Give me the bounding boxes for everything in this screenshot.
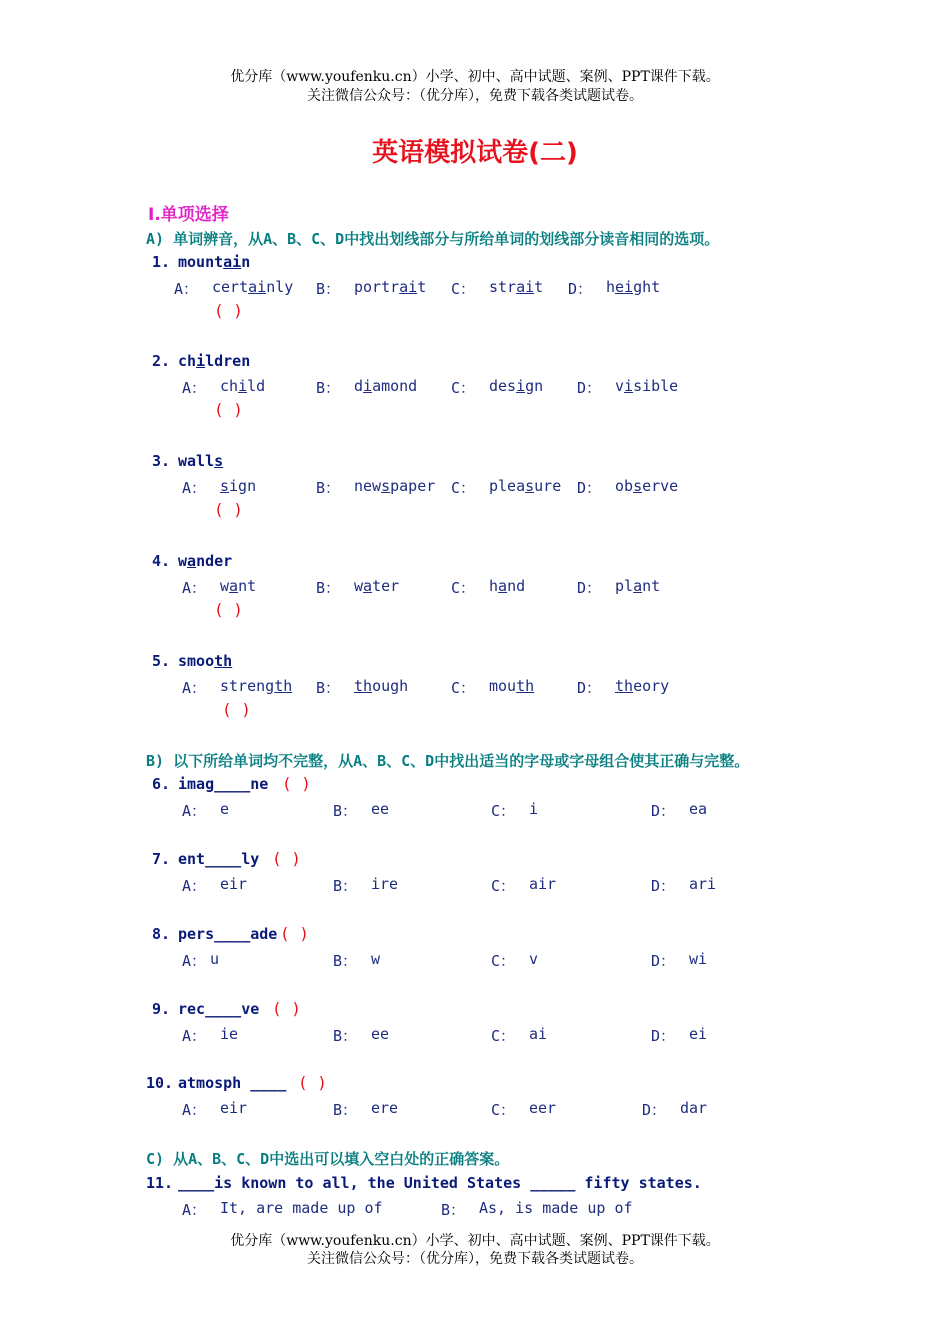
option-label: B： — [441, 1201, 466, 1219]
underlined-letters: th — [354, 677, 373, 695]
word-part: str — [489, 278, 517, 296]
underlined-letters: s — [525, 477, 535, 495]
underlined-letters: a — [633, 577, 643, 595]
underlined-letters: s — [214, 452, 224, 470]
option-label: D： — [577, 579, 602, 597]
option-text: e — [220, 800, 230, 818]
word-part: gn — [525, 377, 544, 395]
option-text: ee — [371, 800, 390, 818]
word-part: plea — [489, 477, 526, 495]
option-text: w — [371, 950, 381, 968]
option-text — [615, 377, 678, 395]
option-label: A： — [182, 1101, 207, 1119]
option-text — [615, 677, 669, 695]
option-text — [220, 677, 292, 695]
question-word — [178, 253, 250, 271]
option-label: B： — [316, 280, 341, 298]
option-text: ire — [371, 875, 399, 893]
answer-parentheses: ( ) — [214, 500, 243, 519]
answer-parentheses: ( ) — [298, 1073, 327, 1092]
word-part: pl — [615, 577, 634, 595]
underlined-letters: a — [187, 552, 197, 570]
option-label: D： — [577, 379, 602, 397]
word-part: paper — [390, 477, 436, 495]
option-text: ee — [371, 1025, 390, 1043]
option-label: D： — [577, 679, 602, 697]
option-text — [212, 278, 293, 296]
underlined-letters: a — [498, 577, 508, 595]
option-text: u — [210, 950, 220, 968]
option-label: B： — [316, 679, 341, 697]
question-word: imag____ne — [178, 775, 269, 793]
word-part: nder — [196, 552, 233, 570]
question-word — [178, 652, 232, 670]
option-text: eir — [220, 875, 248, 893]
option-text: ai — [529, 1025, 548, 1043]
question-word: rec____ve — [178, 1000, 260, 1018]
question-number: 7. — [152, 850, 171, 868]
option-text — [220, 377, 265, 395]
word-part: ch — [220, 377, 239, 395]
word-part: w — [220, 577, 230, 595]
question-number: 8. — [152, 925, 171, 943]
question-word — [178, 452, 223, 470]
word-part: streng — [220, 677, 275, 695]
underlined-letters: i — [196, 352, 206, 370]
option-label: C： — [491, 802, 516, 820]
option-text: As, is made up of — [479, 1199, 633, 1217]
word-part: w — [178, 552, 188, 570]
option-text — [354, 477, 435, 495]
option-label: B： — [316, 379, 341, 397]
question-number: 4. — [152, 552, 171, 570]
header-line-1: 优分库（www.youfenku.cn）小学、初中、高中试题、案例、PPT课件下载。 — [230, 69, 720, 85]
word-part: mount — [178, 253, 224, 271]
option-text: ie — [220, 1025, 239, 1043]
option-label: B： — [333, 877, 358, 895]
underlined-letters: a — [363, 577, 373, 595]
underlined-letters: th — [615, 677, 634, 695]
option-text — [489, 377, 543, 395]
option-label: D： — [651, 877, 676, 895]
word-part: erve — [642, 477, 679, 495]
question-word: ent____ly — [178, 850, 260, 868]
word-part: smoo — [178, 652, 215, 670]
option-label: B： — [333, 952, 358, 970]
question-number: 1. — [152, 253, 171, 271]
option-label: A： — [182, 877, 207, 895]
word-part: des — [489, 377, 517, 395]
option-label: A： — [182, 479, 207, 497]
option-label: B： — [333, 1101, 358, 1119]
option-text — [354, 577, 399, 595]
option-label: D： — [651, 802, 676, 820]
word-part: ure — [534, 477, 562, 495]
underlined-letters: s — [381, 477, 391, 495]
option-text: dar — [680, 1099, 708, 1117]
answer-parentheses: ( ) — [272, 849, 301, 868]
option-label: B： — [316, 579, 341, 597]
underlined-letters: s — [633, 477, 643, 495]
answer-parentheses: ( ) — [214, 301, 243, 320]
option-label: C： — [451, 479, 476, 497]
word-part: d — [354, 377, 364, 395]
option-label: D： — [568, 280, 593, 298]
word-part: wall — [178, 452, 215, 470]
word-part: ough — [372, 677, 409, 695]
underlined-letters: ai — [223, 253, 242, 271]
option-label: A： — [182, 579, 207, 597]
question-number: 6. — [152, 775, 171, 793]
option-label: A： — [182, 802, 207, 820]
underlined-letters: ai — [248, 278, 267, 296]
word-part: ign — [229, 477, 257, 495]
question-number: 9. — [152, 1000, 171, 1018]
option-text — [606, 278, 660, 296]
option-label: A： — [182, 952, 207, 970]
option-label: D： — [651, 952, 676, 970]
footer-line-2: 关注微信公众号：（优分库），免费下载各类试题试卷。 — [307, 1251, 643, 1267]
underlined-letters: th — [274, 677, 293, 695]
option-text: ei — [689, 1025, 708, 1043]
answer-parentheses: ( ) — [214, 400, 243, 419]
option-label: D： — [642, 1101, 667, 1119]
word-part: ter — [372, 577, 400, 595]
option-label: B： — [316, 479, 341, 497]
part-c-instruction: C) 从A、B、C、D中选出可以填入空白处的正确答案。 — [146, 1150, 510, 1168]
word-part: ob — [615, 477, 634, 495]
option-text: ari — [689, 875, 717, 893]
word-part: t — [417, 278, 427, 296]
word-part: ght — [633, 278, 661, 296]
word-part: v — [615, 377, 625, 395]
word-part: sible — [633, 377, 679, 395]
option-text: eir — [220, 1099, 248, 1117]
header-line-2: 关注微信公众号：（优分库），免费下载各类试题试卷。 — [307, 88, 643, 104]
option-text — [489, 577, 525, 595]
option-label: B： — [333, 1027, 358, 1045]
option-text — [354, 278, 426, 296]
word-part: nt — [238, 577, 257, 595]
option-label: A： — [182, 679, 207, 697]
section-heading: Ⅰ.单项选择 — [148, 205, 229, 225]
option-label: A： — [182, 1027, 207, 1045]
option-label: D： — [651, 1027, 676, 1045]
underlined-letters: th — [214, 652, 233, 670]
answer-parentheses: ( ) — [282, 774, 311, 793]
answer-parentheses: ( ) — [272, 999, 301, 1018]
word-part: h — [606, 278, 616, 296]
option-label: B： — [333, 802, 358, 820]
answer-parentheses: ( ) — [280, 924, 309, 943]
option-label: C： — [491, 1101, 516, 1119]
question-word — [178, 552, 232, 570]
footer-line-1: 优分库（www.youfenku.cn）小学、初中、高中试题、案例、PPT课件下载。 — [230, 1233, 720, 1249]
option-label: C： — [491, 877, 516, 895]
option-text — [615, 577, 660, 595]
underlined-letters: ai — [516, 278, 535, 296]
option-text — [489, 278, 543, 296]
part-a-instruction: A) 单词辨音，从A、B、C、D中找出划线部分与所给单词的划线部分读音相同的选项。 — [146, 230, 720, 248]
answer-parentheses: ( ) — [222, 700, 251, 719]
option-label: C： — [451, 679, 476, 697]
question-number: 10. — [146, 1074, 174, 1092]
page-title: 英语模拟试卷(二) — [372, 138, 578, 168]
part-b-instruction: B) 以下所给单词均不完整，从A、B、C、D中找出适当的字母或字母组合使其正确与完整。 — [146, 752, 750, 770]
question-number: 11. — [146, 1174, 174, 1192]
word-part: ch — [178, 352, 197, 370]
option-text — [489, 477, 561, 495]
answer-parentheses: ( ) — [214, 600, 243, 619]
word-part: nd — [507, 577, 526, 595]
option-text — [489, 677, 534, 695]
question-number: 3. — [152, 452, 171, 470]
option-label: C： — [491, 1027, 516, 1045]
option-label: A： — [182, 1201, 207, 1219]
question-number: 2. — [152, 352, 171, 370]
option-label: A： — [174, 280, 199, 298]
option-text: ea — [689, 800, 708, 818]
word-part: nly — [266, 278, 294, 296]
underlined-letters: ai — [399, 278, 418, 296]
underlined-letters: i — [238, 377, 248, 395]
word-part: w — [354, 577, 364, 595]
word-part: eory — [633, 677, 670, 695]
option-label: C： — [451, 280, 476, 298]
option-text — [220, 577, 256, 595]
word-part: cert — [212, 278, 249, 296]
option-text — [354, 677, 408, 695]
option-text — [615, 477, 678, 495]
underlined-letters: ei — [615, 278, 634, 296]
word-part: nt — [642, 577, 661, 595]
question-word: atmosph ____ — [178, 1074, 287, 1092]
option-label: D： — [577, 479, 602, 497]
underlined-letters: i — [624, 377, 634, 395]
question-number: 5. — [152, 652, 171, 670]
underlined-letters: i — [363, 377, 373, 395]
underlined-letters: s — [220, 477, 230, 495]
word-part: new — [354, 477, 382, 495]
underlined-letters: a — [229, 577, 239, 595]
word-part: n — [241, 253, 251, 271]
word-part: h — [489, 577, 499, 595]
option-text: i — [529, 800, 539, 818]
option-text: It, are made up of — [220, 1199, 383, 1217]
option-text: ere — [371, 1099, 399, 1117]
option-text: wi — [689, 950, 708, 968]
question-word: pers____ade — [178, 925, 278, 943]
word-part: ldren — [205, 352, 251, 370]
question-word — [178, 352, 250, 370]
underlined-letters: i — [516, 377, 526, 395]
option-label: C： — [451, 379, 476, 397]
option-label: C： — [451, 579, 476, 597]
option-text — [354, 377, 417, 395]
option-text: v — [529, 950, 539, 968]
word-part: t — [534, 278, 544, 296]
question-sentence: ____is known to all, the United States _____ fifty states. — [178, 1174, 702, 1192]
word-part: amond — [372, 377, 418, 395]
option-text: air — [529, 875, 557, 893]
word-part: mou — [489, 677, 517, 695]
word-part: portr — [354, 278, 400, 296]
option-text — [220, 477, 256, 495]
option-label: A： — [182, 379, 207, 397]
option-text: eer — [529, 1099, 557, 1117]
underlined-letters: th — [516, 677, 535, 695]
option-label: C： — [491, 952, 516, 970]
word-part: ld — [247, 377, 266, 395]
